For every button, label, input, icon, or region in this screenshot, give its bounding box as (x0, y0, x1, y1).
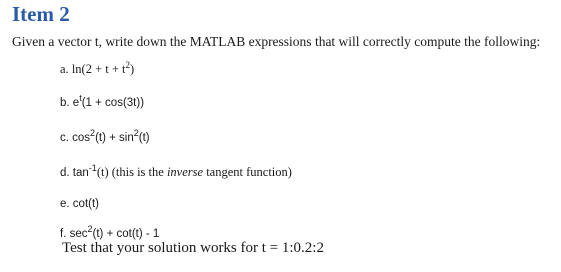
item-e-prefix: e. (60, 198, 73, 210)
item-d-emphasis: inverse (166, 165, 204, 179)
expression-item-b (60, 95, 144, 111)
item-b-base: e (72, 97, 80, 109)
item-b-text-end: (1 + cos(3t)) (81, 97, 145, 109)
expression-item-c (60, 130, 150, 146)
item-a-text-end: ) (130, 62, 135, 76)
item-b-prefix: b. (60, 97, 73, 109)
item-d-text-end: tangent function) (203, 165, 292, 179)
item-d-text: (t) (this is the (96, 165, 167, 179)
item-c-sin-exponent: 2 (133, 128, 139, 138)
expression-item-e (60, 196, 99, 212)
item-c-cos-exponent: 2 (90, 128, 96, 138)
item-e-text: cot(t) (72, 198, 99, 210)
item-d-exponent: -1 (88, 163, 97, 173)
item-a-exponent: 2 (125, 60, 130, 70)
item-f-sec: sec (69, 228, 88, 240)
item-f-text-end: (t) + cot(t) - 1 (92, 228, 160, 240)
expression-item-d (60, 164, 292, 181)
item-a-text: ln(2 + t + t (71, 62, 126, 76)
instructions-text: Given a vector t, write down the MATLAB expressions that will correctly compute the following: (12, 34, 541, 49)
item-c-sin: (t) + sin (95, 132, 134, 144)
item-b-exponent: t (79, 93, 82, 103)
item-f-prefix: f. (60, 228, 70, 240)
item-c-prefix: c. (60, 132, 73, 144)
item-f-exponent: 2 (87, 224, 93, 234)
expression-item-a (60, 61, 134, 77)
item-a-prefix: a. (60, 62, 72, 76)
test-instruction: Test that your solution works for t = 1:0.2:2 (62, 240, 324, 256)
item-c-text-end: (t) (138, 132, 150, 144)
item-d-tan: tan (72, 167, 89, 179)
item-d-prefix: d. (60, 167, 73, 179)
item-heading: Item 2 (12, 2, 70, 26)
item-c-cos: cos (72, 132, 91, 144)
